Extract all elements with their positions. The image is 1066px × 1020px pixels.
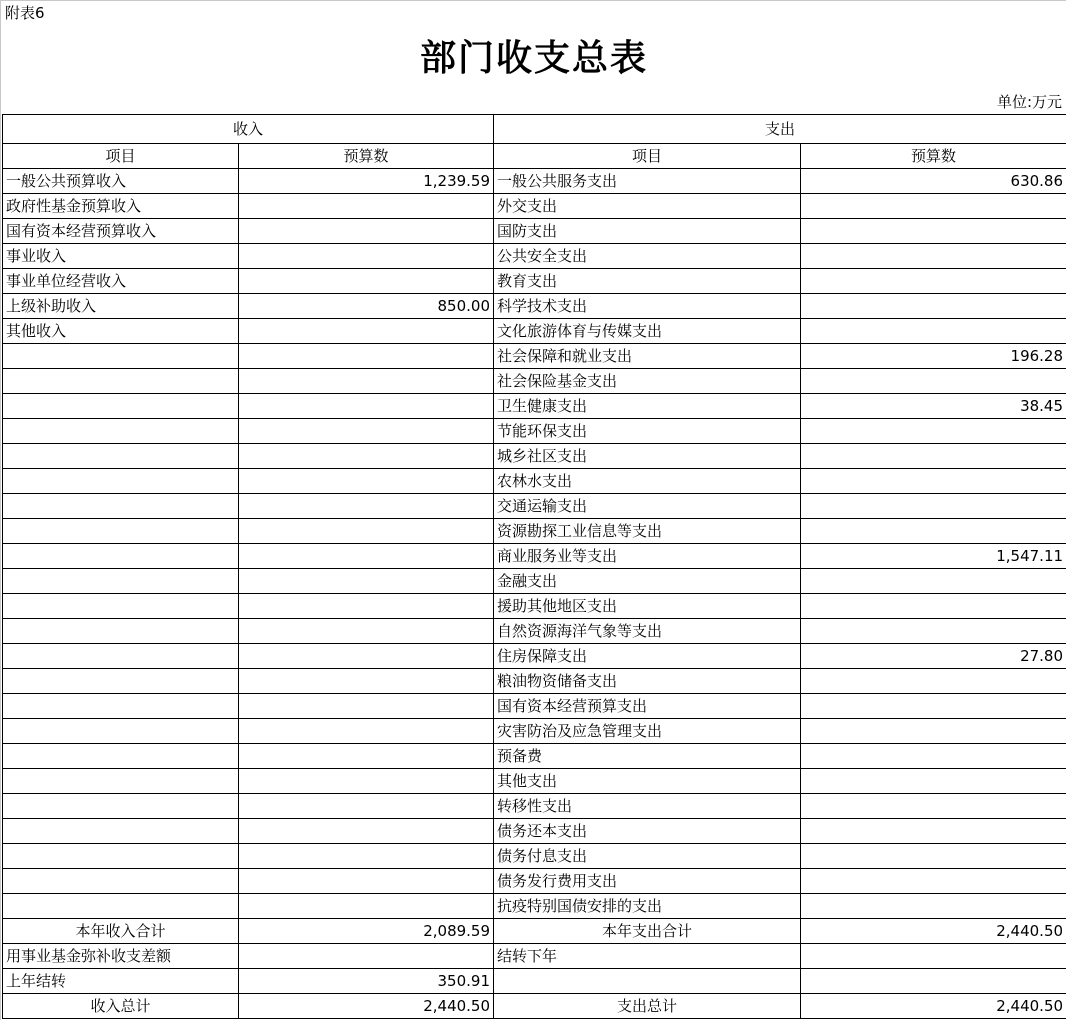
expense-item-cell: 一般公共服务支出 xyxy=(494,169,801,194)
expense-item-cell: 社会保障和就业支出 xyxy=(494,344,801,369)
expense-item-cell: 城乡社区支出 xyxy=(494,444,801,469)
table-row xyxy=(3,369,1066,394)
expense-amount-cell: 38.45 xyxy=(801,394,1066,419)
table-row xyxy=(3,244,1066,269)
table-row xyxy=(3,844,1066,869)
income-budget-header: 预算数 xyxy=(239,144,494,169)
income-amount-cell xyxy=(239,269,494,294)
expense-amount-cell: 1,547.11 xyxy=(801,544,1066,569)
income-item-cell xyxy=(3,544,239,569)
page-title: 部门收支总表 xyxy=(419,37,648,79)
table-row xyxy=(3,619,1066,644)
expense-amount-cell xyxy=(801,819,1066,844)
income-item-cell xyxy=(3,669,239,694)
income-grand-total-value: 2,440.50 xyxy=(239,994,494,1019)
expense-item-cell: 国防支出 xyxy=(494,219,801,244)
year-income-total-label: 本年收入合计 xyxy=(3,919,239,944)
expense-item-cell: 资源勘探工业信息等支出 xyxy=(494,519,801,544)
income-amount-cell xyxy=(239,694,494,719)
expense-amount-cell xyxy=(801,694,1066,719)
table-row xyxy=(3,219,1066,244)
attachment-label: 附表6 xyxy=(5,4,45,22)
income-amount-cell xyxy=(239,619,494,644)
year-income-total-value: 2,089.59 xyxy=(239,919,494,944)
income-item-cell xyxy=(3,394,239,419)
income-amount-cell xyxy=(239,794,494,819)
expense-item-cell: 节能环保支出 xyxy=(494,419,801,444)
expense-item-cell: 交通运输支出 xyxy=(494,494,801,519)
table-row xyxy=(3,594,1066,619)
fund-row xyxy=(3,944,1066,969)
table-row xyxy=(3,694,1066,719)
expense-amount-cell xyxy=(801,744,1066,769)
income-amount-cell xyxy=(239,344,494,369)
expense-item-cell: 粮油物资储备支出 xyxy=(494,669,801,694)
income-item-cell xyxy=(3,469,239,494)
income-amount-cell xyxy=(239,744,494,769)
expense-amount-cell xyxy=(801,194,1066,219)
income-amount-cell xyxy=(239,494,494,519)
expense-item-cell: 灾害防治及应急管理支出 xyxy=(494,719,801,744)
expense-amount-cell xyxy=(801,894,1066,919)
income-amount-cell xyxy=(239,194,494,219)
table-row xyxy=(3,344,1066,369)
table-row xyxy=(3,519,1066,544)
income-amount-cell xyxy=(239,244,494,269)
income-item-cell xyxy=(3,744,239,769)
empty-cell xyxy=(494,969,801,994)
income-amount-cell xyxy=(239,219,494,244)
income-item-cell xyxy=(3,894,239,919)
income-item-cell xyxy=(3,644,239,669)
income-item-cell xyxy=(3,519,239,544)
expense-item-cell: 债务发行费用支出 xyxy=(494,869,801,894)
income-amount-cell xyxy=(239,769,494,794)
expense-grand-total-label: 支出总计 xyxy=(494,994,801,1019)
expense-amount-cell xyxy=(801,269,1066,294)
table-row xyxy=(3,444,1066,469)
expense-item-cell: 外交支出 xyxy=(494,194,801,219)
income-amount-cell xyxy=(239,469,494,494)
income-grand-total-label: 收入总计 xyxy=(3,994,239,1019)
expense-amount-cell xyxy=(801,494,1066,519)
expense-item-cell: 科学技术支出 xyxy=(494,294,801,319)
expense-amount-cell xyxy=(801,769,1066,794)
last-year-value: 350.91 xyxy=(239,969,494,994)
empty-cell xyxy=(801,969,1066,994)
income-amount-cell xyxy=(239,569,494,594)
expense-item-cell: 抗疫特别国债安排的支出 xyxy=(494,894,801,919)
income-amount-cell: 850.00 xyxy=(239,294,494,319)
expense-amount-cell: 27.80 xyxy=(801,644,1066,669)
table-row xyxy=(3,819,1066,844)
expense-item-cell: 社会保险基金支出 xyxy=(494,369,801,394)
table-row xyxy=(3,419,1066,444)
table-row xyxy=(3,869,1066,894)
unit-label: 单位:万元 xyxy=(996,93,1062,111)
expense-section-header: 支出 xyxy=(494,115,1066,144)
expense-item-cell: 转移性支出 xyxy=(494,794,801,819)
expense-item-cell: 其他支出 xyxy=(494,769,801,794)
expense-amount-cell xyxy=(801,719,1066,744)
income-item-cell xyxy=(3,794,239,819)
income-amount-cell xyxy=(239,594,494,619)
income-item-cell: 上级补助收入 xyxy=(3,294,239,319)
income-item-cell xyxy=(3,769,239,794)
expense-item-cell: 农林水支出 xyxy=(494,469,801,494)
table-row xyxy=(3,894,1066,919)
expense-amount-cell xyxy=(801,594,1066,619)
table-row xyxy=(3,294,1066,319)
year-total-row xyxy=(3,919,1066,944)
income-item-cell: 政府性基金预算收入 xyxy=(3,194,239,219)
expense-grand-total-value: 2,440.50 xyxy=(801,994,1066,1019)
income-item-cell xyxy=(3,844,239,869)
income-amount-cell: 1,239.59 xyxy=(239,169,494,194)
expense-amount-cell: 630.86 xyxy=(801,169,1066,194)
fund-label: 用事业基金弥补收支差额 xyxy=(3,944,239,969)
income-item-cell xyxy=(3,569,239,594)
table-row xyxy=(3,394,1066,419)
table-row xyxy=(3,669,1066,694)
carry-next-value xyxy=(801,944,1066,969)
expense-item-cell: 卫生健康支出 xyxy=(494,394,801,419)
table-row xyxy=(3,469,1066,494)
column-header-row xyxy=(3,144,1066,169)
expense-item-header: 项目 xyxy=(494,144,801,169)
income-amount-cell xyxy=(239,319,494,344)
expense-item-cell: 住房保障支出 xyxy=(494,644,801,669)
expense-item-cell: 金融支出 xyxy=(494,569,801,594)
income-amount-cell xyxy=(239,669,494,694)
expense-item-cell: 文化旅游体育与传媒支出 xyxy=(494,319,801,344)
table-row xyxy=(3,544,1066,569)
expense-item-cell: 国有资本经营预算支出 xyxy=(494,694,801,719)
income-item-cell: 一般公共预算收入 xyxy=(3,169,239,194)
table-row xyxy=(3,769,1066,794)
income-amount-cell xyxy=(239,394,494,419)
section-header-row xyxy=(3,115,1066,144)
expense-item-cell: 商业服务业等支出 xyxy=(494,544,801,569)
expense-amount-cell xyxy=(801,444,1066,469)
income-amount-cell xyxy=(239,819,494,844)
expense-item-cell: 债务还本支出 xyxy=(494,819,801,844)
expense-amount-cell xyxy=(801,319,1066,344)
income-item-cell xyxy=(3,344,239,369)
table-row xyxy=(3,194,1066,219)
expense-budget-header: 预算数 xyxy=(801,144,1066,169)
fund-value xyxy=(239,944,494,969)
table-row xyxy=(3,719,1066,744)
expense-amount-cell xyxy=(801,569,1066,594)
expense-item-cell: 债务付息支出 xyxy=(494,844,801,869)
expense-amount-cell xyxy=(801,869,1066,894)
table-row xyxy=(3,794,1066,819)
income-item-cell xyxy=(3,594,239,619)
table-row xyxy=(3,644,1066,669)
expense-item-cell: 自然资源海洋气象等支出 xyxy=(494,619,801,644)
income-item-cell xyxy=(3,444,239,469)
expense-amount-cell xyxy=(801,294,1066,319)
expense-amount-cell xyxy=(801,219,1066,244)
income-amount-cell xyxy=(239,844,494,869)
income-item-cell xyxy=(3,369,239,394)
income-item-cell: 事业单位经营收入 xyxy=(3,269,239,294)
year-expense-total-value: 2,440.50 xyxy=(801,919,1066,944)
income-item-cell: 其他收入 xyxy=(3,319,239,344)
income-amount-cell xyxy=(239,519,494,544)
table-row xyxy=(3,269,1066,294)
income-item-cell: 事业收入 xyxy=(3,244,239,269)
income-amount-cell xyxy=(239,869,494,894)
table-row xyxy=(3,569,1066,594)
table-row xyxy=(3,744,1066,769)
expense-amount-cell xyxy=(801,619,1066,644)
expense-amount-cell xyxy=(801,469,1066,494)
income-item-cell xyxy=(3,869,239,894)
expense-amount-cell: 196.28 xyxy=(801,344,1066,369)
table-row xyxy=(3,494,1066,519)
income-item-cell xyxy=(3,494,239,519)
expense-amount-cell xyxy=(801,369,1066,394)
income-item-cell xyxy=(3,719,239,744)
last-year-label: 上年结转 xyxy=(3,969,239,994)
expense-amount-cell xyxy=(801,419,1066,444)
grand-total-row xyxy=(3,994,1066,1019)
income-amount-cell xyxy=(239,444,494,469)
income-amount-cell xyxy=(239,644,494,669)
expense-amount-cell xyxy=(801,519,1066,544)
expense-amount-cell xyxy=(801,844,1066,869)
income-amount-cell xyxy=(239,894,494,919)
income-amount-cell xyxy=(239,719,494,744)
expense-item-cell: 援助其他地区支出 xyxy=(494,594,801,619)
year-expense-total-label: 本年支出合计 xyxy=(494,919,801,944)
income-amount-cell xyxy=(239,544,494,569)
income-amount-cell xyxy=(239,369,494,394)
income-item-cell xyxy=(3,819,239,844)
income-amount-cell xyxy=(239,419,494,444)
table-row xyxy=(3,319,1066,344)
expense-amount-cell xyxy=(801,244,1066,269)
expense-item-cell: 公共安全支出 xyxy=(494,244,801,269)
last-year-row xyxy=(3,969,1066,994)
income-section-header: 收入 xyxy=(3,115,494,144)
carry-next-label: 结转下年 xyxy=(494,944,801,969)
income-item-cell xyxy=(3,419,239,444)
income-item-cell xyxy=(3,619,239,644)
income-item-header: 项目 xyxy=(3,144,239,169)
expense-amount-cell xyxy=(801,669,1066,694)
income-item-cell: 国有资本经营预算收入 xyxy=(3,219,239,244)
table-row xyxy=(3,169,1066,194)
expense-item-cell: 预备费 xyxy=(494,744,801,769)
income-item-cell xyxy=(3,694,239,719)
budget-table xyxy=(2,114,1066,1019)
expense-amount-cell xyxy=(801,794,1066,819)
expense-item-cell: 教育支出 xyxy=(494,269,801,294)
